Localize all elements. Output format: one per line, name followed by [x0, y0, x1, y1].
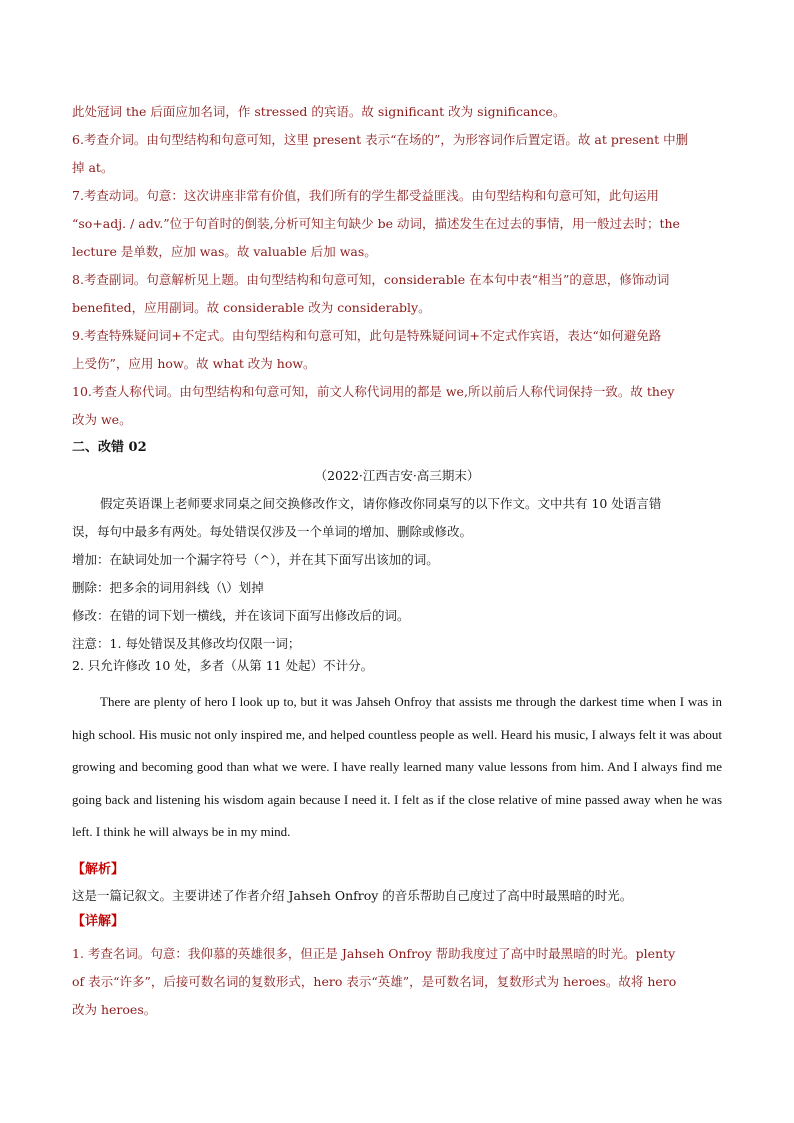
explanation-line: 8.考查副词。句意解析见上题。由句型结构和句意可知，considerable 在本句中表“相当”的意思，修饰动词: [72, 272, 670, 287]
instruction-line: 修改：在错的词下划一横线，并在该词下面写出修改后的词。: [72, 608, 410, 623]
section-title: 二、改错 02: [72, 440, 147, 455]
explanation-line: 上受伤”，应用 how。故 what 改为 how。: [72, 356, 316, 371]
instruction-line: 假定英语课上老师要求同桌之间交换修改作文，请你修改你同桌写的以下作文。文中共有 10 处语言错: [100, 496, 662, 511]
instruction-line: 注意：1. 每处错误及其修改均仅限一词；: [72, 636, 301, 651]
explanation-line: 7.考查动词。句意：这次讲座非常有价值，我们所有的学生都受益匪浅。由句型结构和句意可知，此句运用: [72, 188, 659, 203]
analysis-text: 这是一篇记叙文。主要讲述了作者介绍 Jahseh Onfroy 的音乐帮助自己度过了高中时最黑暗的时光。: [72, 888, 633, 903]
detail-line: of 表示“许多”，后接可数名词的复数形式，hero 表示“英雄”，是可数名词，复数形式为 heroes。故将 hero: [72, 974, 677, 989]
essay-passage: There are plenty of hero I look up to, but it was Jahseh Onfroy that assists me through the darkest time when I was in high school. His music not only inspired me, and helped countless people as well. Heard his music, I always felt it was about growing and becoming good than what we were. I have really learned many value lessons from him. And I always find me going back and listening his wisdom again because I need it. I felt as if the close relative of mine passed away when he was left. I think he will always be in my mind.: [72, 694, 722, 839]
analysis-heading: 【解析】: [72, 862, 125, 877]
instruction-line: 误，每句中最多有两处。每处错误仅涉及一个单词的增加、删除或修改。: [72, 524, 473, 539]
explanation-line: benefited，应用副词。故 considerable 改为 considerably。: [72, 300, 431, 315]
explanation-line: 改为 we。: [72, 412, 132, 427]
detail-line: 1. 考查名词。句意：我仰慕的英雄很多，但正是 Jahseh Onfroy 帮助我度过了高中时最黑暗的时光。plenty: [72, 946, 676, 961]
explanation-line: 掉 at。: [72, 160, 114, 175]
explanation-line: 9.考查特殊疑问词+不定式。由句型结构和句意可知，此句是特殊疑问词+不定式作宾语，表达“如何避免路: [72, 328, 662, 343]
explanation-line: 6.考查介词。由句型结构和句意可知，这里 present 表示“在场的”，为形容词作后置定语。故 at present 中删: [72, 132, 689, 147]
detail-line: 改为 heroes。: [72, 1002, 157, 1017]
source-label: （2022·江西吉安·高三期末）: [314, 468, 480, 483]
explanation-line: “so+adj. / adv.”位于句首时的倒装,分析可知主句缺少 be 动词，描述发生在过去的事情，用一般过去时；the: [72, 216, 680, 231]
explanation-line: 此处冠词 the 后面应加名词，作 stressed 的宾语。故 significant 改为 significance。: [72, 104, 566, 119]
instruction-line: 2. 只允许修改 10 处，多者（从第 11 处起）不计分。: [72, 658, 374, 673]
instruction-line: 增加：在缺词处加一个漏字符号（^），并在其下面写出该加的词。: [72, 552, 439, 567]
detail-heading: 【详解】: [72, 914, 125, 929]
instruction-line: 删除：把多余的词用斜线（\）划掉: [72, 580, 264, 595]
explanation-line: lecture 是单数，应加 was。故 valuable 后加 was。: [72, 244, 377, 259]
explanation-line: 10.考查人称代词。由句型结构和句意可知，前文人称代词用的都是 we,所以前后人称代词保持一致。故 they: [72, 384, 675, 399]
